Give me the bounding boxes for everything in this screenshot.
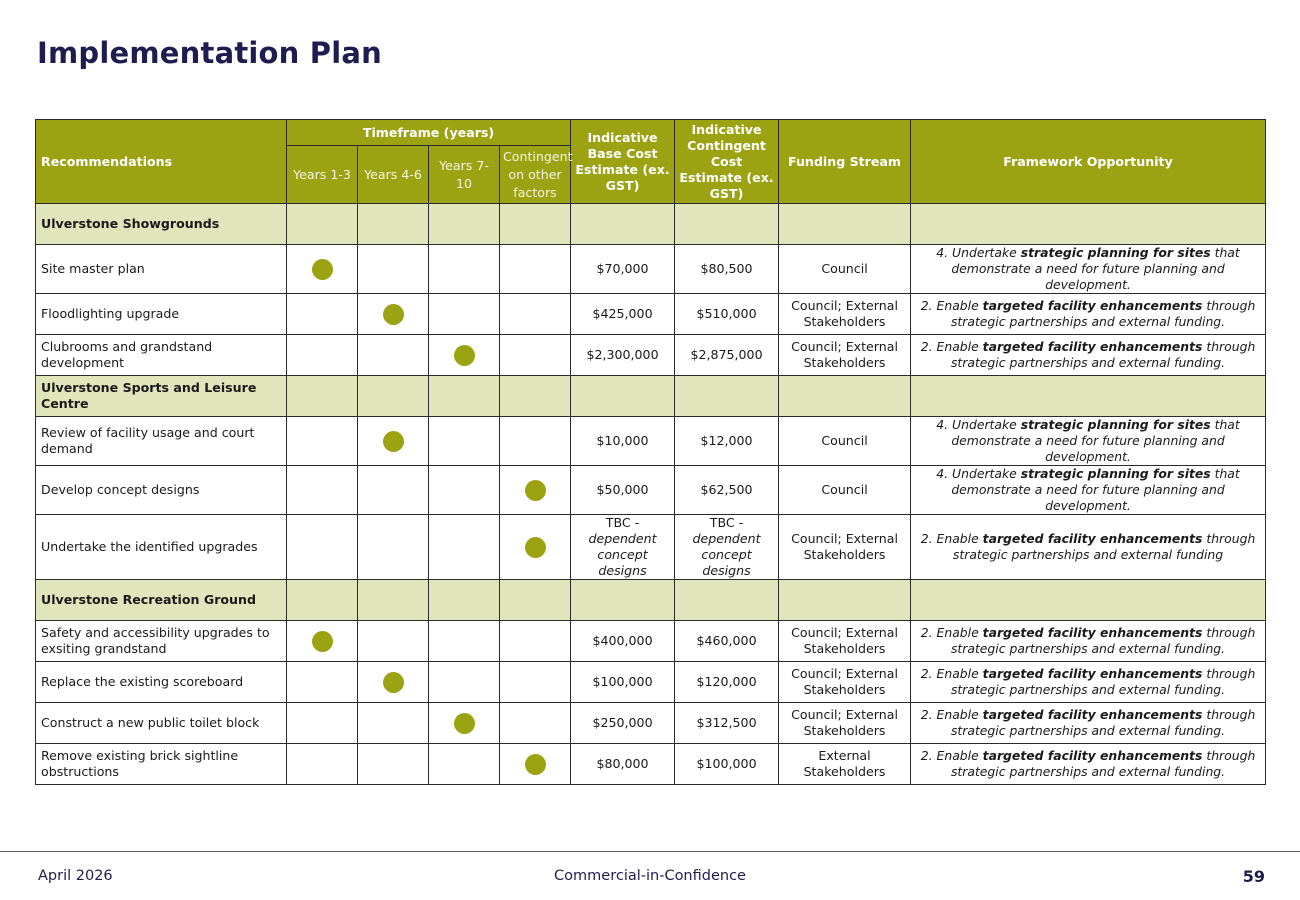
timeframe-cell [500, 621, 571, 662]
base-cost-cell: $80,000 [571, 744, 675, 785]
page-number: 59 [1242, 867, 1265, 886]
header-contingent-cost: Indicative Contingent Cost Estimate (ex. GST) [675, 120, 779, 204]
timeframe-cell [358, 245, 429, 294]
contingent-cost-cell: $460,000 [675, 621, 779, 662]
framework-opportunity-cell [911, 703, 1266, 744]
section-label: Ulverstone Showgrounds [36, 204, 287, 245]
empty-cell [500, 204, 571, 245]
timeframe-dot-icon [312, 631, 333, 652]
cost-prefix: TBC - [709, 515, 744, 530]
framework-emphasis: targeted facility enhancements [982, 339, 1203, 354]
timeframe-cell [358, 515, 429, 580]
framework-opportunity-cell [911, 662, 1266, 703]
framework-emphasis: targeted facility enhancements [982, 531, 1203, 546]
timeframe-cell [287, 335, 358, 376]
empty-cell [287, 204, 358, 245]
page-title: Implementation Plan [37, 36, 383, 70]
timeframe-dot-icon [454, 345, 475, 366]
timeframe-cell [287, 703, 358, 744]
funding-stream-cell: Council; External Stakeholders [779, 515, 911, 580]
framework-prefix: 2. Enable [920, 666, 983, 681]
recommendation-cell: Safety and accessibility upgrades to exsiting grandstand [36, 621, 287, 662]
timeframe-cell [358, 662, 429, 703]
base-cost-cell: $2,300,000 [571, 335, 675, 376]
contingent-cost-cell [675, 515, 779, 580]
base-cost-cell: $400,000 [571, 621, 675, 662]
timeframe-cell [358, 417, 429, 466]
timeframe-cell [500, 335, 571, 376]
funding-stream-cell: Council; External Stakeholders [779, 335, 911, 376]
table-row [36, 703, 1266, 744]
funding-stream-cell: Council [779, 245, 911, 294]
timeframe-dot-icon [525, 754, 546, 775]
framework-prefix: 4. Undertake [936, 245, 1021, 260]
timeframe-cell [500, 515, 571, 580]
timeframe-dot-icon [383, 431, 404, 452]
cost-note: dependent concept designs [692, 531, 761, 578]
timeframe-cell [429, 744, 500, 785]
implementation-table [35, 119, 1266, 785]
empty-cell [358, 204, 429, 245]
framework-suffix: through strategic partnerships and external funding [952, 531, 1256, 562]
section-label: Ulverstone Sports and Leisure Centre [36, 376, 287, 417]
funding-stream-cell: Council; External Stakeholders [779, 621, 911, 662]
empty-cell [675, 204, 779, 245]
recommendation-cell: Construct a new public toilet block [36, 703, 287, 744]
framework-emphasis: targeted facility enhancements [982, 625, 1203, 640]
empty-cell [911, 376, 1266, 417]
framework-prefix: 4. Undertake [936, 417, 1021, 432]
timeframe-dot-icon [525, 480, 546, 501]
timeframe-dot-icon [312, 259, 333, 280]
framework-emphasis: strategic planning for sites [1020, 245, 1211, 260]
header-years-4-6: Years 4-6 [358, 146, 429, 204]
framework-emphasis: strategic planning for sites [1020, 466, 1211, 481]
framework-suffix: that demonstrate a need for future planning and development. [951, 245, 1240, 292]
recommendation-cell: Site master plan [36, 245, 287, 294]
timeframe-cell [500, 662, 571, 703]
timeframe-cell [287, 662, 358, 703]
empty-cell [500, 580, 571, 621]
framework-prefix: 2. Enable [920, 748, 983, 763]
framework-opportunity-cell [911, 335, 1266, 376]
empty-cell [911, 204, 1266, 245]
table-row [36, 466, 1266, 515]
table-row [36, 744, 1266, 785]
header-years-1-3: Years 1-3 [287, 146, 358, 204]
framework-suffix: through strategic partnerships and external funding. [950, 625, 1256, 656]
section-row [36, 376, 1266, 417]
table-row [36, 417, 1266, 466]
framework-opportunity-cell [911, 744, 1266, 785]
timeframe-cell [429, 621, 500, 662]
funding-stream-cell: Council [779, 466, 911, 515]
framework-opportunity-cell [911, 245, 1266, 294]
header-years-7-10: Years 7-10 [429, 146, 500, 204]
framework-opportunity-cell [911, 417, 1266, 466]
timeframe-cell [358, 294, 429, 335]
timeframe-cell [287, 515, 358, 580]
header-base-cost: Indicative Base Cost Estimate (ex. GST) [571, 120, 675, 204]
header-framework-opportunity: Framework Opportunity [911, 120, 1266, 204]
base-cost-cell: $50,000 [571, 466, 675, 515]
cost-prefix: TBC - [605, 515, 640, 530]
footer-divider [0, 851, 1300, 852]
framework-suffix: through strategic partnerships and external funding. [950, 666, 1256, 697]
framework-emphasis: targeted facility enhancements [982, 707, 1203, 722]
framework-suffix: through strategic partnerships and external funding. [950, 748, 1256, 779]
framework-emphasis: targeted facility enhancements [982, 666, 1203, 681]
section-label: Ulverstone Recreation Ground [36, 580, 287, 621]
table-row [36, 245, 1266, 294]
timeframe-cell [429, 662, 500, 703]
header-timeframe: Timeframe (years) [287, 120, 571, 146]
empty-cell [571, 376, 675, 417]
framework-prefix: 4. Undertake [936, 466, 1021, 481]
recommendation-cell: Floodlighting upgrade [36, 294, 287, 335]
footer-date: April 2026 [38, 868, 113, 884]
framework-suffix: that demonstrate a need for future planning and development. [951, 417, 1240, 464]
base-cost-cell: $425,000 [571, 294, 675, 335]
empty-cell [779, 580, 911, 621]
framework-prefix: 2. Enable [920, 298, 983, 313]
timeframe-cell [500, 294, 571, 335]
timeframe-cell [287, 744, 358, 785]
table-row [36, 335, 1266, 376]
framework-prefix: 2. Enable [920, 339, 983, 354]
framework-suffix: through strategic partnerships and external funding. [950, 298, 1256, 329]
table-row [36, 515, 1266, 580]
framework-prefix: 2. Enable [920, 531, 983, 546]
timeframe-cell [429, 294, 500, 335]
contingent-cost-cell: $62,500 [675, 466, 779, 515]
framework-emphasis: targeted facility enhancements [982, 298, 1203, 313]
empty-cell [287, 376, 358, 417]
empty-cell [571, 580, 675, 621]
empty-cell [675, 376, 779, 417]
timeframe-cell [500, 417, 571, 466]
empty-cell [675, 580, 779, 621]
cost-note: dependent concept designs [588, 531, 657, 578]
contingent-cost-cell: $120,000 [675, 662, 779, 703]
table-row [36, 621, 1266, 662]
timeframe-cell [287, 245, 358, 294]
timeframe-cell [429, 417, 500, 466]
empty-cell [287, 580, 358, 621]
framework-suffix: through strategic partnerships and external funding. [950, 339, 1256, 370]
timeframe-cell [429, 703, 500, 744]
empty-cell [429, 204, 500, 245]
timeframe-cell [429, 515, 500, 580]
timeframe-cell [287, 417, 358, 466]
timeframe-cell [358, 335, 429, 376]
timeframe-cell [358, 703, 429, 744]
timeframe-cell [429, 245, 500, 294]
footer-confidentiality: Commercial-in-Confidence [554, 868, 746, 884]
funding-stream-cell: Council; External Stakeholders [779, 294, 911, 335]
contingent-cost-cell: $100,000 [675, 744, 779, 785]
empty-cell [358, 376, 429, 417]
framework-emphasis: strategic planning for sites [1020, 417, 1211, 432]
timeframe-cell [358, 621, 429, 662]
header-funding-stream: Funding Stream [779, 120, 911, 204]
timeframe-dot-icon [383, 672, 404, 693]
timeframe-cell [287, 621, 358, 662]
section-row [36, 580, 1266, 621]
empty-cell [358, 580, 429, 621]
empty-cell [571, 204, 675, 245]
framework-suffix: that demonstrate a need for future planning and development. [951, 466, 1240, 513]
empty-cell [429, 376, 500, 417]
base-cost-cell: $100,000 [571, 662, 675, 703]
contingent-cost-cell: $12,000 [675, 417, 779, 466]
empty-cell [779, 376, 911, 417]
recommendation-cell: Remove existing brick sightline obstructions [36, 744, 287, 785]
timeframe-cell [500, 245, 571, 294]
framework-suffix: through strategic partnerships and external funding. [950, 707, 1256, 738]
funding-stream-cell: External Stakeholders [779, 744, 911, 785]
recommendation-cell: Undertake the identified upgrades [36, 515, 287, 580]
base-cost-cell: $70,000 [571, 245, 675, 294]
framework-opportunity-cell [911, 515, 1266, 580]
contingent-cost-cell: $2,875,000 [675, 335, 779, 376]
timeframe-dot-icon [525, 537, 546, 558]
base-cost-cell: $250,000 [571, 703, 675, 744]
timeframe-cell [287, 466, 358, 515]
framework-opportunity-cell [911, 466, 1266, 515]
section-row [36, 204, 1266, 245]
timeframe-cell [358, 744, 429, 785]
table-row [36, 662, 1266, 703]
timeframe-cell [429, 466, 500, 515]
timeframe-cell [287, 294, 358, 335]
timeframe-cell [500, 744, 571, 785]
framework-emphasis: targeted facility enhancements [982, 748, 1203, 763]
empty-cell [911, 580, 1266, 621]
timeframe-cell [358, 466, 429, 515]
timeframe-cell [500, 466, 571, 515]
empty-cell [500, 376, 571, 417]
framework-opportunity-cell [911, 621, 1266, 662]
base-cost-cell [571, 515, 675, 580]
base-cost-cell: $10,000 [571, 417, 675, 466]
framework-prefix: 2. Enable [920, 707, 983, 722]
contingent-cost-cell: $510,000 [675, 294, 779, 335]
timeframe-dot-icon [383, 304, 404, 325]
funding-stream-cell: Council; External Stakeholders [779, 703, 911, 744]
header-recommendations: Recommendations [36, 120, 287, 204]
header-contingent: Contingent on other factors [500, 146, 571, 204]
table-body [36, 204, 1266, 785]
funding-stream-cell: Council; External Stakeholders [779, 662, 911, 703]
empty-cell [779, 204, 911, 245]
timeframe-cell [500, 703, 571, 744]
timeframe-dot-icon [454, 713, 475, 734]
recommendation-cell: Review of facility usage and court demand [36, 417, 287, 466]
timeframe-cell [429, 335, 500, 376]
recommendation-cell: Clubrooms and grandstand development [36, 335, 287, 376]
recommendation-cell: Develop concept designs [36, 466, 287, 515]
contingent-cost-cell: $80,500 [675, 245, 779, 294]
empty-cell [429, 580, 500, 621]
framework-opportunity-cell [911, 294, 1266, 335]
contingent-cost-cell: $312,500 [675, 703, 779, 744]
table-row [36, 294, 1266, 335]
funding-stream-cell: Council [779, 417, 911, 466]
recommendation-cell: Replace the existing scoreboard [36, 662, 287, 703]
framework-prefix: 2. Enable [920, 625, 983, 640]
